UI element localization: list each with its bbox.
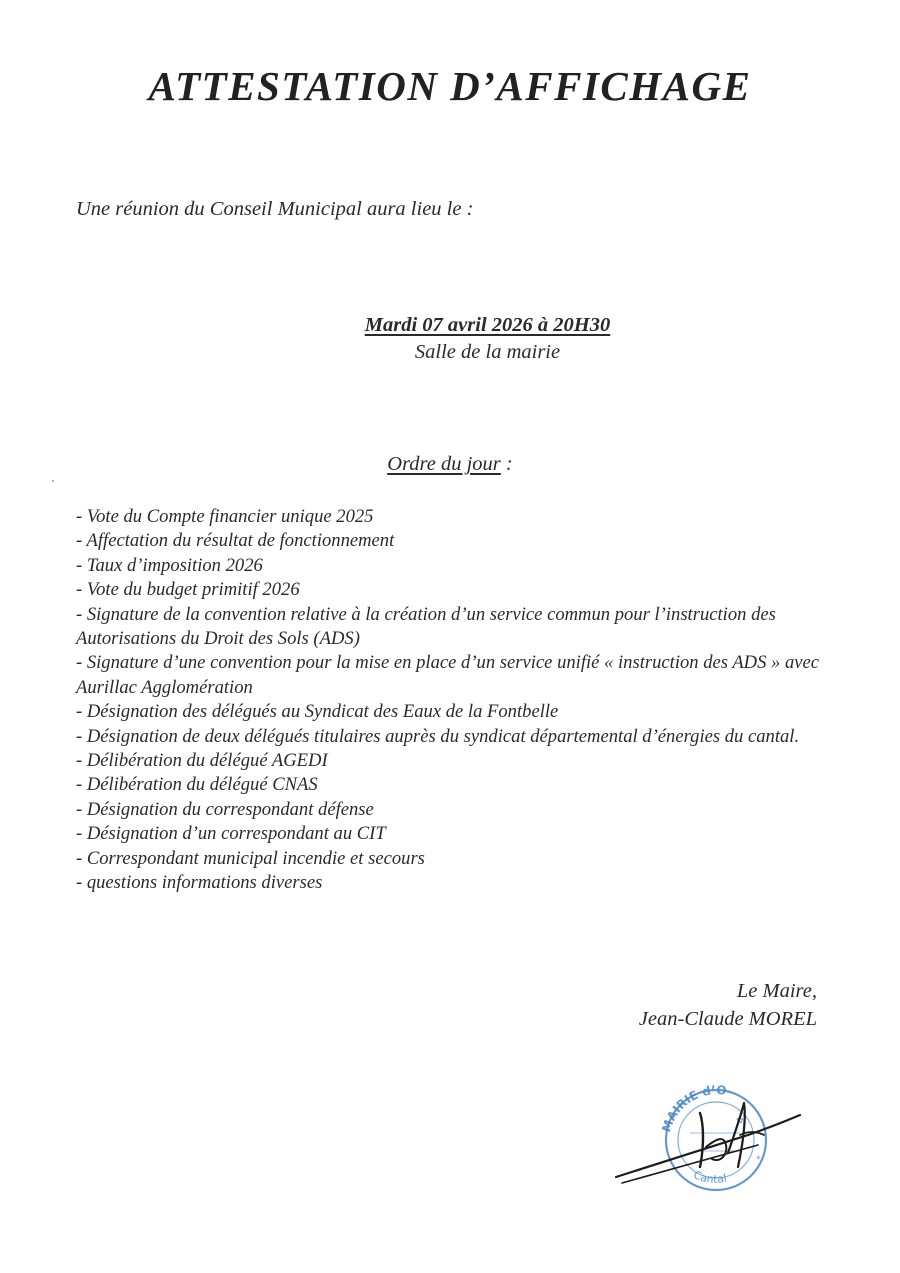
svg-text:✿: ✿ [736, 1116, 744, 1126]
agenda-item: - Vote du budget primitif 2026 [76, 579, 300, 601]
agenda-item: - Taux d’imposition 2026 [76, 554, 263, 576]
official-stamp-with-signature [608, 1055, 808, 1195]
agenda-item: - Délibération du délégué CNAS [76, 774, 318, 796]
agenda-item: - Désignation de deux délégués titulaires auprès du syndicat départemental d’énergies du cantal. [76, 725, 800, 747]
agenda-heading-label: Ordre du jour [387, 453, 501, 475]
agenda-item: - Correspondant municipal incendie et secours [76, 847, 425, 869]
agenda-item: - questions informations diverses [76, 872, 323, 894]
stamp-seal [659, 1083, 766, 1190]
agenda-item: - Délibération du délégué AGEDI [76, 750, 328, 772]
agenda-item: - Vote du Compte financier unique 2025 [76, 506, 374, 527]
agenda-item: - Désignation des délégués au Syndicat des Eaux de la Fontbelle [76, 701, 559, 723]
agenda-item: - Désignation d’un correspondant au CIT [76, 823, 386, 845]
handwritten-signature [616, 1103, 800, 1183]
intro-text: Une réunion du Conseil Municipal aura lieu le : [76, 198, 474, 220]
agenda-item: - Signature de la convention relative à la création d’un service commun pour l’instruction des Autorisations du Droit des Sols (ADS) [76, 603, 776, 650]
agenda-heading-suffix: : [500, 453, 513, 475]
signatory-name: Jean-Claude MOREL [638, 1008, 817, 1030]
svg-text:Cantal: Cantal [691, 1168, 729, 1186]
signatory-role: Le Maire, [736, 980, 817, 1002]
scan-speck [52, 480, 54, 482]
document-title: ATTESTATION D’AFFICHAGE [148, 63, 752, 109]
agenda-item: - Affectation du résultat de fonctionnement [76, 530, 395, 552]
svg-text:*: * [756, 1155, 761, 1165]
agenda-heading [0, 453, 900, 476]
meeting-date-time: Mardi 07 avril 2026 à 20H30 [364, 314, 611, 336]
svg-text:MAIRIE d’O: MAIRIE d’O [659, 1082, 728, 1134]
meeting-location: Salle de la mairie [414, 341, 561, 363]
agenda-item: - Désignation du correspondant défense [76, 798, 374, 820]
agenda-list [76, 505, 821, 896]
signature-block [639, 977, 817, 1033]
meeting-info [300, 311, 675, 365]
agenda-item: - Signature d’une convention pour la mise en place d’un service unifié « instruction des ADS » avec Aurillac Agglomération [76, 652, 820, 698]
